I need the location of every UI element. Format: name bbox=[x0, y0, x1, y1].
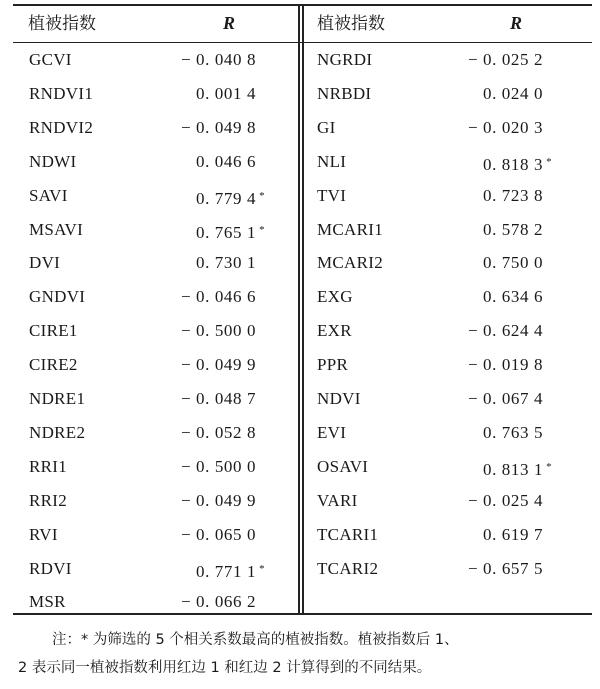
left-index-r-value bbox=[181, 50, 256, 70]
left-index-r-value bbox=[181, 491, 256, 511]
right-r-value-text: − 0. 624 4 bbox=[468, 321, 544, 341]
right-index-name: NGRDI bbox=[317, 50, 373, 69]
left-r-value-text: − 0. 040 8 bbox=[181, 50, 257, 69]
left-index-name: GNDVI bbox=[29, 287, 86, 307]
right-index-r-value bbox=[468, 321, 543, 341]
right-index-name: OSAVI bbox=[317, 456, 369, 476]
left-r-value-text: − 0. 049 9 bbox=[181, 355, 257, 375]
left-r-value-text: − 0. 065 0 bbox=[181, 524, 257, 544]
right-index-r-value bbox=[483, 253, 543, 273]
left-index-name: GCVI bbox=[29, 50, 72, 69]
left-index-r-value bbox=[196, 152, 256, 172]
left-r-value-text: 0. 771 1 bbox=[196, 561, 257, 581]
right-r-value-text: 0. 750 0 bbox=[483, 253, 544, 273]
left-r-value-text: − 0. 500 0 bbox=[181, 321, 257, 341]
left-r-value-text: − 0. 046 6 bbox=[181, 287, 257, 307]
left-index-r-value bbox=[196, 220, 265, 243]
left-index-name: RNDVI1 bbox=[29, 83, 94, 103]
footnote-line-2: 2 表示同一植被指数利用红边 1 和红边 2 计算得到的不同结果。 bbox=[18, 660, 432, 676]
right-index-name: GI bbox=[317, 117, 336, 137]
right-r-value-text: − 0. 067 4 bbox=[468, 389, 544, 408]
right-index-r-value bbox=[483, 84, 543, 104]
right-index-name: MCARI1 bbox=[317, 219, 384, 239]
right-index-name: EXR bbox=[317, 321, 352, 341]
right-index-r-value bbox=[468, 491, 543, 511]
left-index-r-value bbox=[181, 287, 256, 307]
left-index-name: SAVI bbox=[29, 185, 68, 205]
top5-marker: * bbox=[259, 189, 266, 202]
left-header-name: 植被指数 bbox=[28, 14, 96, 34]
right-r-value-text: 0. 723 8 bbox=[483, 185, 544, 205]
column-divider-right bbox=[302, 4, 304, 615]
left-index-r-value bbox=[181, 457, 256, 477]
left-r-value-text: 0. 001 4 bbox=[196, 83, 257, 103]
right-r-value-text: − 0. 025 2 bbox=[468, 50, 544, 69]
left-r-value-text: − 0. 066 2 bbox=[181, 592, 257, 612]
right-index-r-value bbox=[483, 152, 552, 175]
left-index-name: MSR bbox=[29, 592, 66, 612]
left-r-value-text: 0. 779 4 bbox=[196, 188, 257, 208]
right-index-r-value bbox=[483, 525, 543, 545]
right-index-r-value bbox=[483, 186, 543, 206]
right-index-r-value bbox=[468, 118, 543, 138]
left-r-value-text: 0. 046 6 bbox=[196, 151, 257, 171]
right-r-value-text: 0. 619 7 bbox=[483, 524, 544, 544]
left-index-name: RDVI bbox=[29, 558, 72, 578]
left-index-r-value bbox=[196, 559, 265, 582]
right-index-name: NDVI bbox=[317, 389, 361, 408]
right-index-name: MCARI2 bbox=[317, 253, 384, 273]
column-divider-left bbox=[298, 4, 300, 615]
left-index-name: CIRE2 bbox=[29, 355, 78, 375]
left-r-value-text: − 0. 049 9 bbox=[181, 490, 257, 510]
left-index-r-value bbox=[181, 592, 256, 612]
right-r-value-text: 0. 024 0 bbox=[483, 83, 544, 103]
left-r-value-text: − 0. 500 0 bbox=[181, 456, 257, 476]
right-index-name: VARI bbox=[317, 490, 358, 510]
right-index-name: PPR bbox=[317, 355, 349, 375]
footnote-line-1: 注：* 为筛选的 5 个相关系数最高的植被指数。植被指数后 1、 bbox=[52, 632, 459, 648]
left-index-name: MSAVI bbox=[29, 219, 84, 239]
left-index-name: RNDVI2 bbox=[29, 117, 94, 137]
table-footnote bbox=[18, 626, 594, 682]
right-index-r-value bbox=[468, 50, 543, 70]
right-index-r-value bbox=[483, 423, 543, 443]
left-r-value-text: 0. 730 1 bbox=[196, 253, 257, 273]
top5-marker: * bbox=[546, 155, 553, 168]
right-r-value-text: 0. 763 5 bbox=[483, 422, 544, 442]
right-r-value-text: − 0. 025 4 bbox=[468, 490, 544, 510]
right-index-name: TCARI2 bbox=[317, 558, 379, 578]
left-index-r-value bbox=[196, 253, 256, 273]
left-index-name: NDWI bbox=[29, 151, 77, 171]
left-index-name: RRI1 bbox=[29, 456, 68, 476]
left-index-r-value bbox=[196, 84, 256, 104]
right-header-r: R bbox=[510, 13, 523, 33]
left-index-name: NDRE2 bbox=[29, 422, 86, 442]
right-r-value-text: 0. 578 2 bbox=[483, 219, 544, 239]
right-header-name: 植被指数 bbox=[317, 14, 385, 34]
left-index-r-value bbox=[181, 525, 256, 545]
right-index-r-value bbox=[468, 355, 543, 375]
right-index-name: NRBDI bbox=[317, 83, 372, 103]
right-index-r-value bbox=[483, 220, 543, 240]
right-r-value-text: − 0. 019 8 bbox=[468, 355, 544, 375]
left-index-name: CIRE1 bbox=[29, 321, 78, 341]
right-index-r-value bbox=[468, 389, 543, 409]
left-header-r: R bbox=[223, 13, 236, 33]
left-index-r-value bbox=[181, 423, 256, 443]
left-r-value-text: 0. 765 1 bbox=[196, 222, 257, 242]
right-r-value-text: 0. 818 3 bbox=[483, 154, 544, 174]
right-r-value-text: 0. 634 6 bbox=[483, 287, 544, 307]
left-index-r-value bbox=[196, 186, 265, 209]
left-index-name: RVI bbox=[29, 524, 58, 544]
left-index-r-value bbox=[181, 389, 256, 409]
right-index-name: TCARI1 bbox=[317, 524, 379, 544]
left-r-value-text: − 0. 049 8 bbox=[181, 117, 257, 137]
right-index-r-value bbox=[483, 287, 543, 307]
left-index-r-value bbox=[181, 321, 256, 341]
right-r-value-text: − 0. 020 3 bbox=[468, 117, 544, 137]
right-r-value-text: − 0. 657 5 bbox=[468, 558, 544, 578]
right-index-r-value bbox=[468, 559, 543, 579]
left-index-r-value bbox=[181, 355, 256, 375]
left-index-r-value bbox=[181, 118, 256, 138]
top5-marker: * bbox=[259, 223, 266, 236]
left-index-name: RRI2 bbox=[29, 490, 68, 510]
left-r-value-text: − 0. 048 7 bbox=[181, 389, 257, 408]
right-index-r-value bbox=[483, 457, 552, 480]
right-index-name: EXG bbox=[317, 287, 353, 307]
right-index-name: EVI bbox=[317, 422, 347, 442]
right-r-value-text: 0. 813 1 bbox=[483, 459, 544, 479]
left-r-value-text: − 0. 052 8 bbox=[181, 422, 257, 442]
right-index-name: TVI bbox=[317, 185, 347, 205]
top5-marker: * bbox=[259, 562, 266, 575]
left-index-name: NDRE1 bbox=[29, 389, 86, 408]
left-index-name: DVI bbox=[29, 253, 61, 273]
right-index-name: NLI bbox=[317, 151, 347, 171]
top5-marker: * bbox=[546, 460, 553, 473]
